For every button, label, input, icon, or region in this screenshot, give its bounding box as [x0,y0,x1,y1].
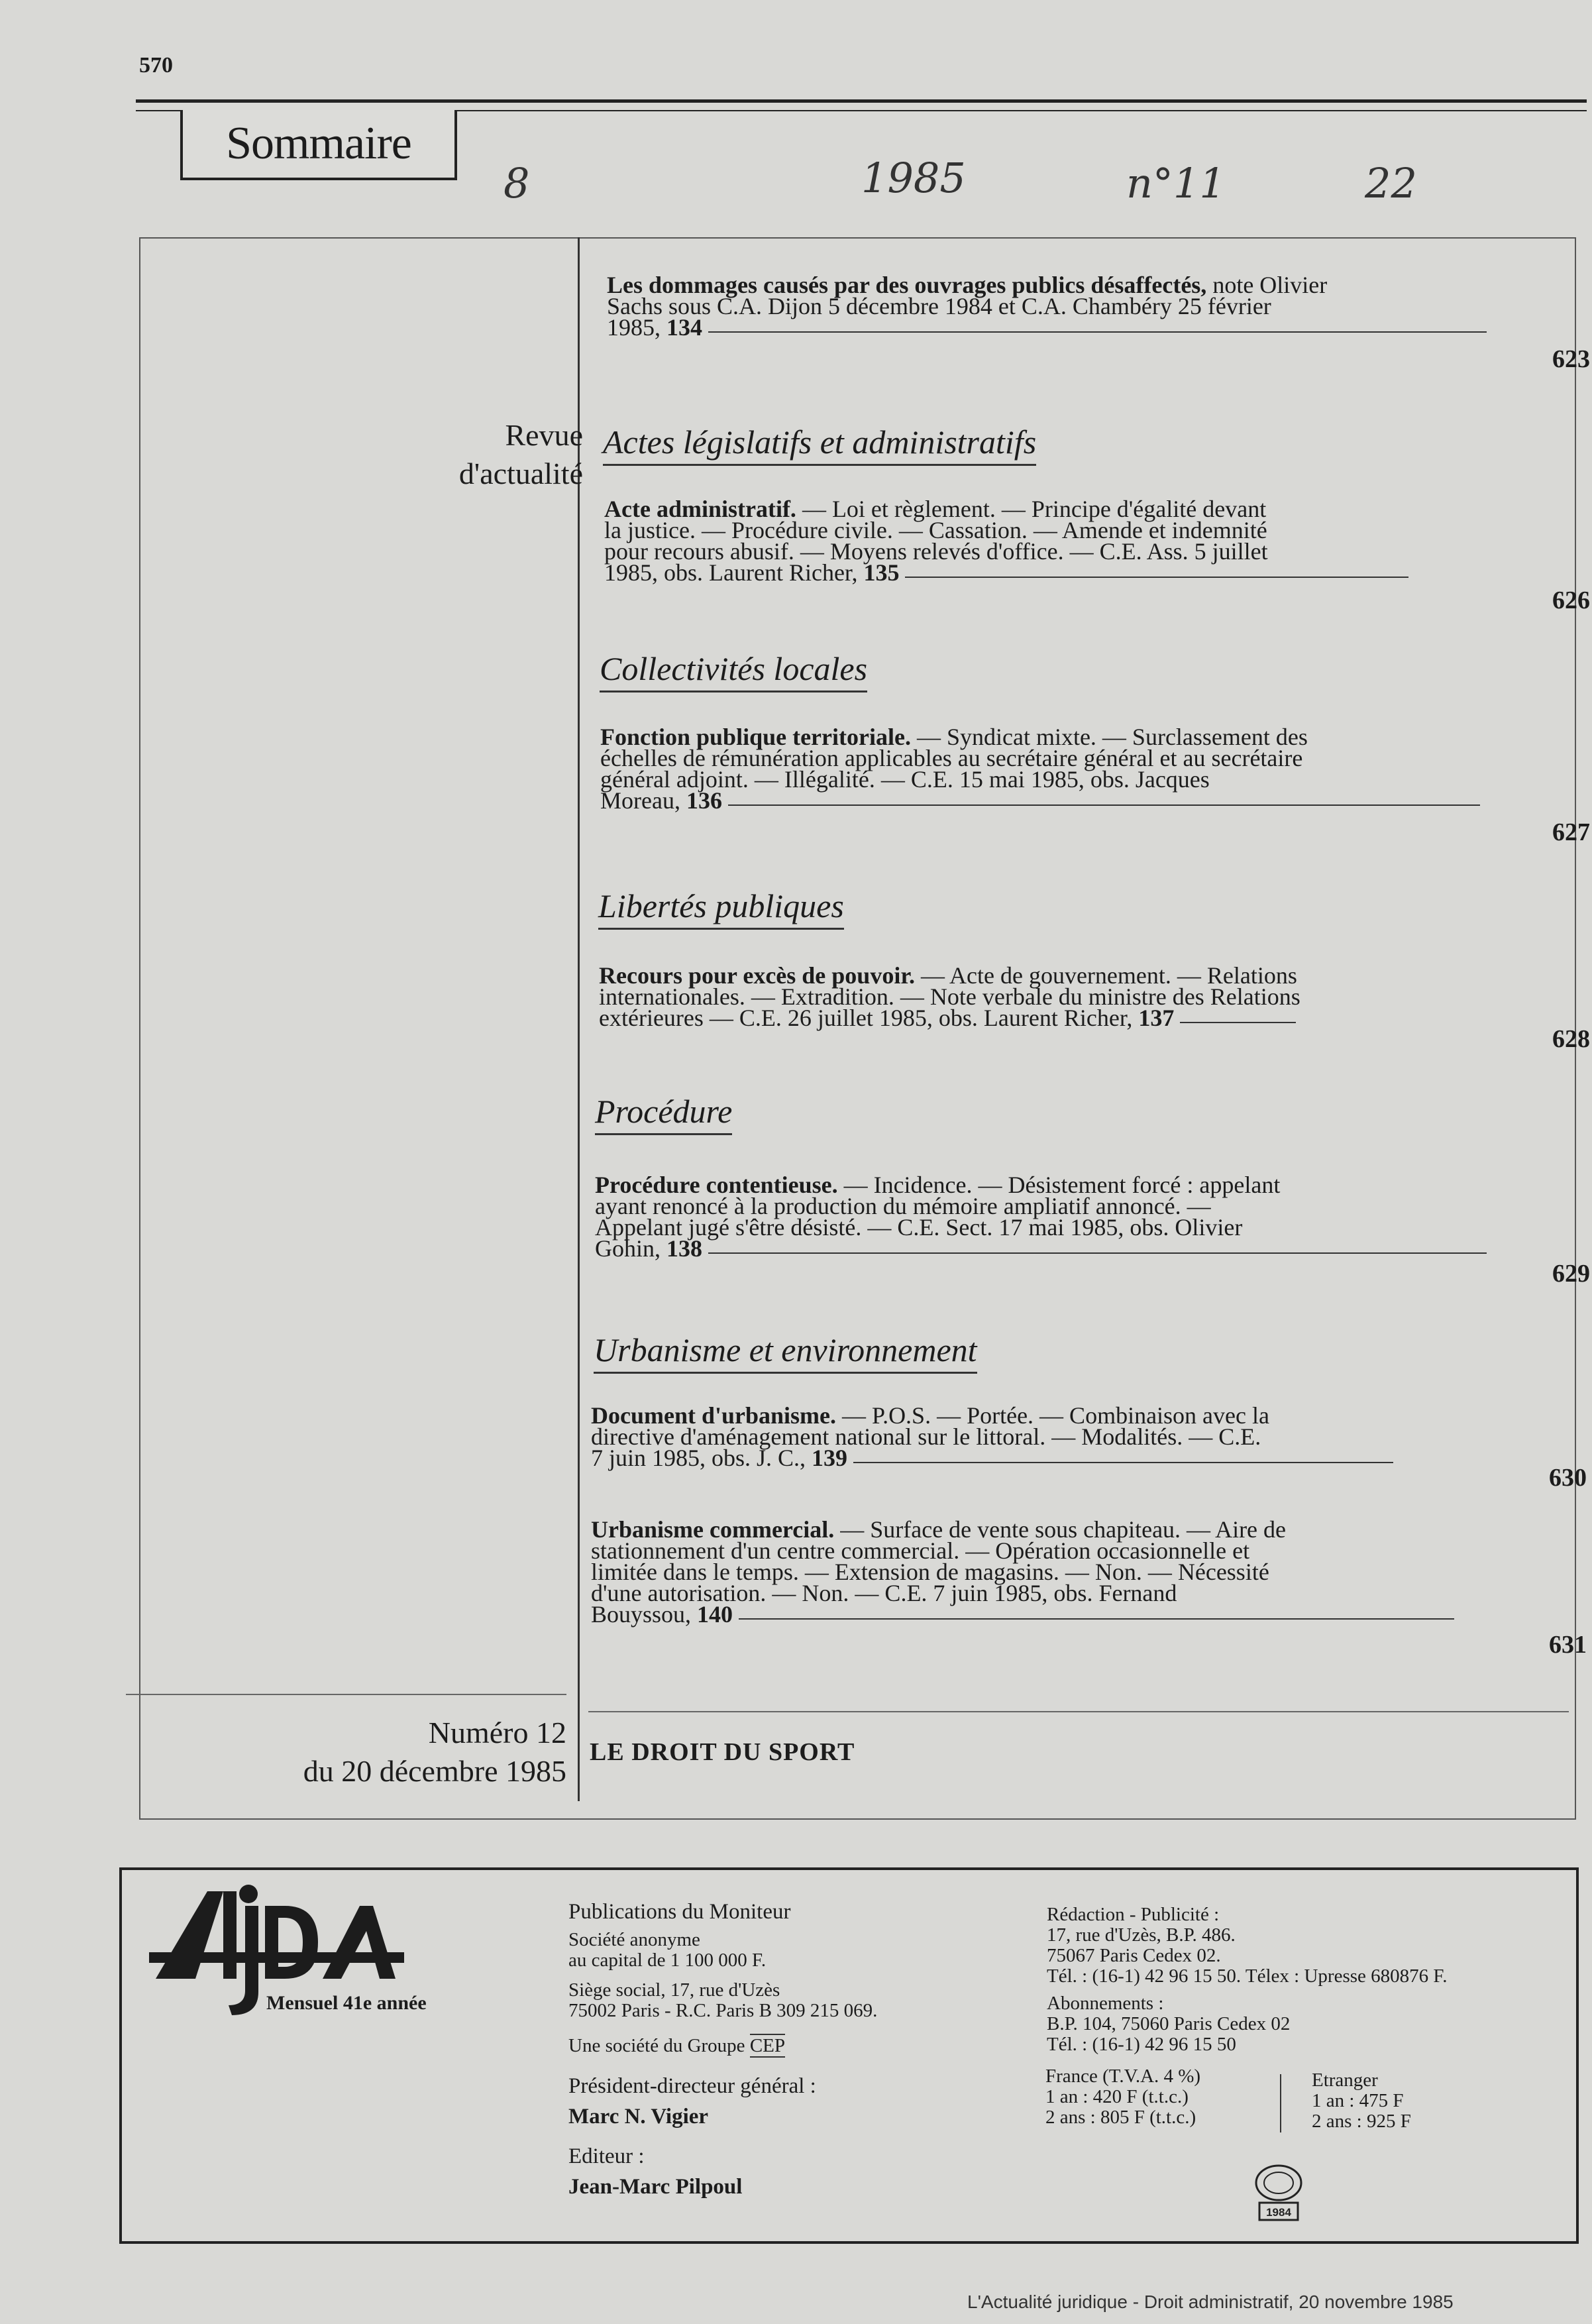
divider [126,1694,566,1695]
entry-text: — Surface de vente sous chapiteau. — Aire de [834,1516,1287,1543]
editeur-name: Jean-Marc Pilpoul [568,2175,743,2199]
price-divider [1280,2074,1281,2132]
entry-subject: Procédure contentieuse. [595,1172,838,1198]
page-number: 570 [139,53,173,78]
entry-text: — Acte de gouvernement. — Relations [915,962,1297,989]
page-title: Sommaire [180,110,457,180]
entry-subject: Document d'urbanisme. [591,1402,837,1429]
abonnements-title: Abonnements : [1047,1993,1164,2014]
toc-entry[interactable] [600,724,1509,814]
toc-entry[interactable] [591,1402,1500,1471]
pdg-label: Président-directeur général : [568,2074,816,2098]
entry-subject: Urbanisme commercial. [591,1516,835,1543]
handwritten-note: n°11 [1126,159,1226,207]
dot-leader [708,331,1487,333]
dot-leader [905,577,1408,578]
divider [588,1711,1569,1712]
issue-date: du 20 décembre 1985 [303,1754,566,1788]
page-ref[interactable]: 626 [1552,586,1590,614]
entry-text: Bouyssou, [591,1601,698,1628]
entry-number: 137 [1138,1005,1175,1031]
price-etranger [1312,2070,1511,2132]
entry-text: limitée dans le temps. — Extension de magasins. — Non. — Nécessité [591,1559,1269,1585]
sa-line: Société anonyme [568,1929,700,1950]
page-ref[interactable]: 629 [1552,1260,1590,1288]
entry-text: directive d'aménagement national sur le littoral. — Modalités. — C.E. [591,1423,1261,1450]
entry-text: Gohin, [595,1235,666,1262]
toc-entry[interactable] [591,1516,1500,1628]
france-title: France (T.V.A. 4 %) [1045,2066,1201,2087]
entry-text: 1985, obs. Laurent Richer, [604,559,864,586]
issue-number: Numéro 12 [428,1716,566,1749]
price-france [1045,2066,1274,2128]
groupe-name: CEP [749,2035,785,2056]
toc-entry[interactable] [604,496,1512,586]
section-title: Collectivités locales [600,649,867,692]
entry-text: général adjoint. — Illégalité. — C.E. 15 mai 1985, obs. Jacques [600,766,1210,793]
page-ref[interactable]: 627 [1552,818,1590,846]
abonnements-line: Tél. : (16-1) 42 96 15 50 [1047,2034,1236,2055]
section-label-revue [345,416,583,493]
page-ref[interactable]: 630 [1549,1464,1587,1492]
etranger-price: 2 ans : 925 F [1312,2111,1411,2132]
toc-entry[interactable] [607,272,1514,341]
abonnements-line: B.P. 104, 75060 Paris Cedex 02 [1047,2013,1291,2034]
entry-text: ayant renoncé à la production du mémoire ampliatif annoncé. — [595,1193,1211,1219]
publisher-name: Publications du Moniteur [568,1900,791,1924]
section-title: Actes législatifs et administratifs [603,423,1036,466]
france-price: 1 an : 420 F (t.t.c.) [1045,2086,1189,2107]
dot-leader [739,1618,1454,1620]
entry-text: — Incidence. — Désistement forcé : appelant [837,1172,1281,1198]
entry-number: 136 [686,787,722,814]
redaction-line: 17, rue d'Uzès, B.P. 486. [1047,1924,1236,1946]
entry-subject: Recours pour excès de pouvoir. [599,962,915,989]
entry-text: Appelant jugé s'être désisté. — C.E. Sect. 17 mai 1985, obs. Olivier [595,1214,1243,1241]
dot-leader [728,804,1480,806]
entry-text: Sachs sous C.A. Dijon 5 décembre 1984 et C.A. Chambéry 25 février [607,293,1271,319]
publisher-block [568,1899,1072,2199]
entry-text: note Olivier [1206,272,1328,298]
entry-text: 7 juin 1985, obs. J. C., [591,1445,812,1471]
entry-subject: Acte administratif. [604,496,796,522]
revue-line: Revue [505,418,583,452]
siege-line: Siège social, 17, rue d'Uzès [568,1979,780,2001]
page-ref[interactable]: 631 [1549,1631,1587,1659]
ojd-seal-icon [1242,2160,1315,2227]
dot-leader [1180,1022,1296,1023]
entry-text: — P.O.S. — Portée. — Combinaison avec la [836,1402,1269,1429]
redaction-line: Tél. : (16-1) 42 96 15 50. Télex : Upresse 680876 F. [1047,1965,1448,1987]
sa-line: au capital de 1 100 000 F. [568,1950,767,1971]
entry-subject: Les dommages causés par des ouvrages publics désaffectés, [607,272,1207,298]
handwritten-note: 1985 [861,154,966,202]
entry-text: échelles de rémunération applicables au secrétaire général et au secrétaire [600,745,1303,771]
entry-number: 134 [666,314,702,341]
entry-number: 140 [697,1601,733,1628]
pdg-name: Marc N. Vigier [568,2105,709,2129]
mensuel-label: Mensuel 41e année [266,1992,427,2014]
entry-text: Moreau, [600,787,686,814]
toc-entry[interactable] [595,1172,1504,1262]
groupe-prefix: Une société du Groupe [568,2035,750,2056]
redaction-line: 75067 Paris Cedex 02. [1047,1945,1221,1966]
entry-text: d'une autorisation. — Non. — C.E. 7 juin 1985, obs. Fernand [591,1580,1177,1606]
revue-line: d'actualité [458,457,583,490]
page-ref[interactable]: 623 [1552,345,1590,373]
header-rule [136,99,1587,103]
etranger-title: Etranger [1312,2070,1378,2091]
entry-subject: Fonction publique territoriale. [600,724,911,750]
entry-text: — Syndicat mixte. — Surclassement des [910,724,1308,750]
entry-text: 1985, [607,314,666,341]
etranger-price: 1 an : 475 F [1312,2090,1404,2111]
next-section-title[interactable]: LE DROIT DU SPORT [590,1738,855,1766]
editeur-label: Editeur : [568,2144,645,2168]
page-ref[interactable]: 628 [1552,1025,1590,1053]
handwritten-note: 22 [1365,159,1417,207]
entry-text: internationales. — Extradition. — Note verbale du ministre des Relations [599,983,1300,1010]
entry-number: 135 [863,559,900,586]
issue-label [152,1714,566,1791]
dot-leader [853,1462,1393,1463]
redaction-title: Rédaction - Publicité : [1047,1904,1220,1925]
entry-text: extérieures — C.E. 26 juillet 1985, obs. Laurent Richer, [599,1005,1139,1031]
toc-entry[interactable] [599,962,1508,1031]
section-title: Urbanisme et environnement [594,1331,977,1374]
contact-block [1047,1905,1564,2055]
handwritten-note: 8 [504,159,530,207]
entry-number: 139 [812,1445,848,1471]
entry-text: — Loi et règlement. — Principe d'égalité devant [796,496,1267,522]
siege-line: 75002 Paris - R.C. Paris B 309 215 069. [568,2000,878,2021]
logo-text: AJDA [149,1879,151,1880]
entry-text: pour recours abusif. — Moyens relevés d'office. — C.E. Ass. 5 juillet [604,538,1268,565]
entry-text: stationnement d'un centre commercial. — Opération occasionnelle et [591,1537,1250,1564]
entry-text: la justice. — Procédure civile. — Cassation. — Amende et indemnité [604,517,1267,543]
dot-leader [708,1252,1487,1254]
section-title: Libertés publiques [598,887,844,930]
section-title: Procédure [595,1092,732,1135]
entry-number: 138 [666,1235,702,1262]
seal-year: 1984 [1266,2206,1291,2219]
france-price: 2 ans : 805 F (t.t.c.) [1045,2107,1196,2128]
running-footer: L'Actualité juridique - Droit administratif, 20 novembre 1985 [967,2292,1454,2312]
